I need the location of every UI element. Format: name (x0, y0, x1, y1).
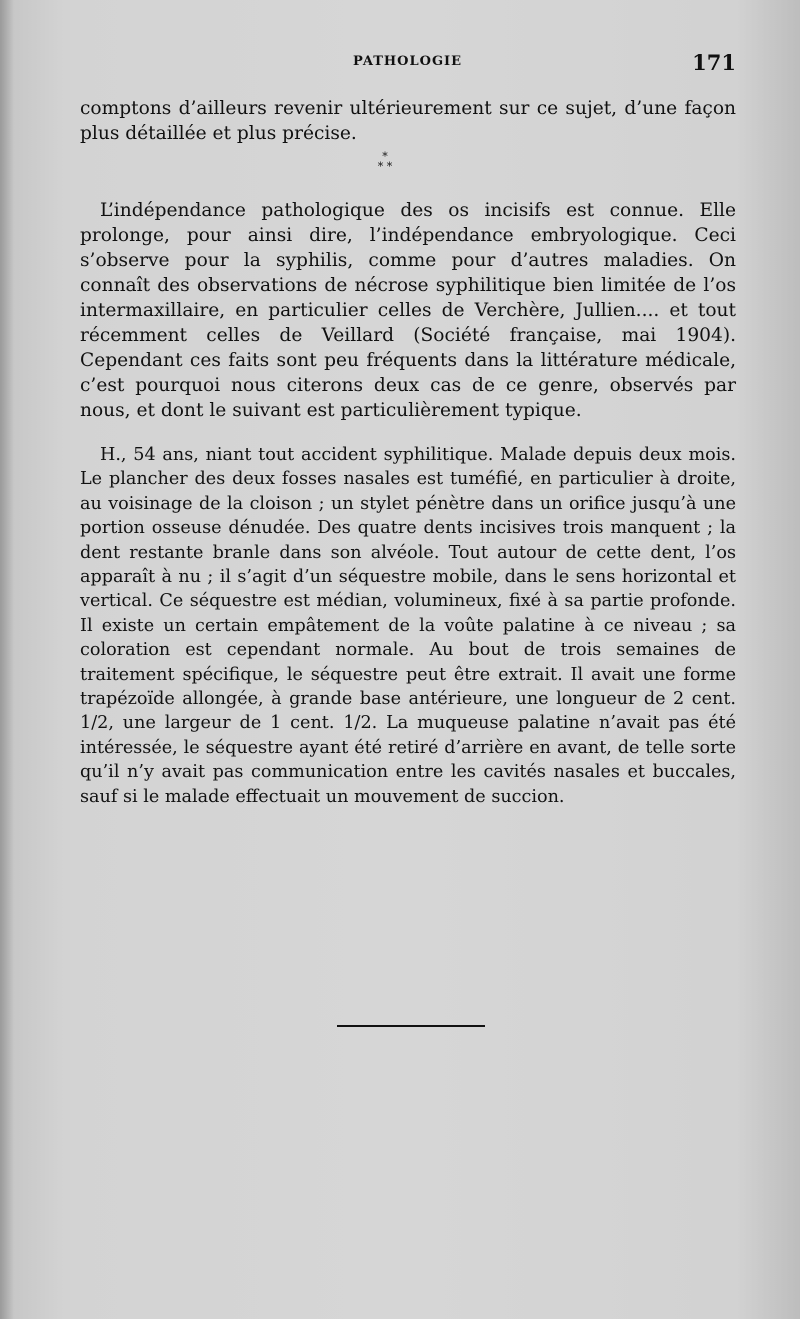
paragraph-continuation: comptons d’ailleurs revenir ultérieurement sur ce sujet, d’une façon plus détaillée et plus précise. (80, 98, 736, 144)
paragraph-incisive-bones: L’indépendance pathologique des os incisifs est connue. Elle prolonge, pour ainsi dire, l’indépendance embryologique. Ceci s’observe pour la syphilis, comme pour d’autres maladies. On connaît des observations de nécrose syphilitique bien limitée de l’os intermaxillaire, en particulier celles de Verchère, Jullien.... et tout récemment celles de Veillard (Société française, mai 1904). Cependant ces faits sont peu fréquents dans la littérature médicale, c’est pourquoi nous citerons deux cas de ce genre, observés par nous, et dont le suivant est particulièrement typique. (80, 200, 736, 421)
page-number: 171 (692, 50, 736, 75)
end-rule (337, 1025, 485, 1027)
page-gutter-shadow (0, 0, 14, 1319)
asterism-top: * (382, 150, 388, 163)
asterism-bottom: * * (377, 160, 393, 173)
section-separator-asterism (370, 152, 400, 172)
page-header (80, 50, 736, 80)
running-head: PATHOLOGIE (353, 54, 463, 69)
paragraph-case-report: H., 54 ans, niant tout accident syphilitique. Malade depuis deux mois. Le plancher des deux fosses nasales est tuméfié, en particulier à droite, au voisinage de la cloison ; un stylet pénètre dans un orifice jusqu’à une portion osseuse dénudée. Des quatre dents incisives trois manquent ; la dent restante branle dans son alvéole. Tout autour de cette dent, l’os apparaît à nu ; il s’agit d’un séquestre mobile, dans le sens horizontal et vertical. Ce séquestre est médian, volumineux, fixé à sa partie profonde. Il existe un certain empâtement de la voûte palatine à ce niveau ; sa coloration est cependant normale. Au bout de trois semaines de traitement spécifique, le séquestre peut être extrait. Il avait une forme trapézoïde allongée, à grande base antérieure, une longueur de 2 cent. 1/2, une largeur de 1 cent. 1/2. La muqueuse palatine n’avait pas été intéressée, le séquestre ayant été retiré d’arrière en avant, de telle sorte qu’il n’y avait pas communication entre les cavités nasales et buccales, sauf si le malade effectuait un mouvement de succion. (80, 445, 736, 807)
